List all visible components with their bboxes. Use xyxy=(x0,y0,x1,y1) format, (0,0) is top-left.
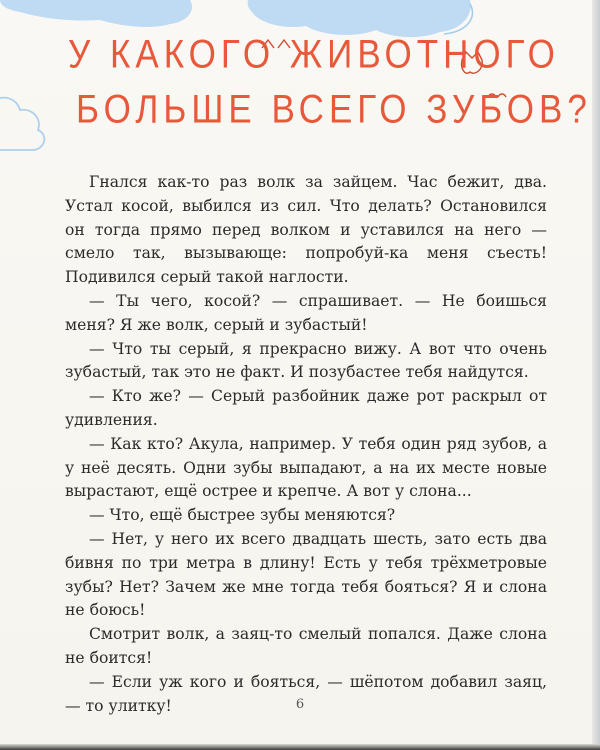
page-edge-right xyxy=(592,0,600,750)
cloud-outline-left xyxy=(0,98,44,150)
page-title xyxy=(68,31,592,132)
paragraph: Смотрит волк, а заяц-то смелый попался. Даже слона не боится! xyxy=(65,625,547,667)
paragraph: — Как кто? Акула, например. У тебя один ряд зубов, а у неё десять. Одни зубы выпадают, а на их месте новые вырастают, ещё острее и крепче. А вот у слона... xyxy=(65,434,547,501)
story-text xyxy=(65,171,547,718)
title-line-1: У КАКОГО ЖИВОТНОГО xyxy=(68,31,560,77)
paragraph: — Кто же? — Серый разбойник даже рот раскрыл от удивления. xyxy=(65,387,547,429)
cloud-top-left xyxy=(0,0,192,27)
paragraph: — Нет, у него их всего двадцать шесть, зато есть два бивня по три метра в длину! Есть у тебя трёхметровые зубы? Нет? Зачем же мне тогда тебя бояться? Я и слона не боюсь! xyxy=(65,529,547,620)
paragraph: — Что ты серый, я прекрасно вижу. А вот что очень зубастый, так это не факт. И позубастее тебя найдутся. xyxy=(65,339,547,382)
title-line-2: БОЛЬШЕ ВСЕГО ЗУБОВ? xyxy=(76,86,592,132)
page-edge-bottom xyxy=(0,744,600,750)
paragraph: Гнался как-то раз волк за зайцем. Час бежит, два. Устал косой, выбился из сил. Что делать? Остановился он тогда прямо перед волком и уставился на него — смело так, вызывающе: попробуй-ка меня съесть! Подивился серый такой наглости. xyxy=(65,173,547,287)
paragraph: — Если уж кого и бояться, — шёпотом добавил заяц, — то улитку! xyxy=(65,672,547,715)
paragraph: — Ты чего, косой? — спрашивает. — Не боишься меня? Я же волк, серый и зубастый! xyxy=(65,291,547,334)
paragraph: — Что, ещё быстрее зубы меняются? xyxy=(89,506,396,525)
page-number: 6 xyxy=(295,697,305,712)
